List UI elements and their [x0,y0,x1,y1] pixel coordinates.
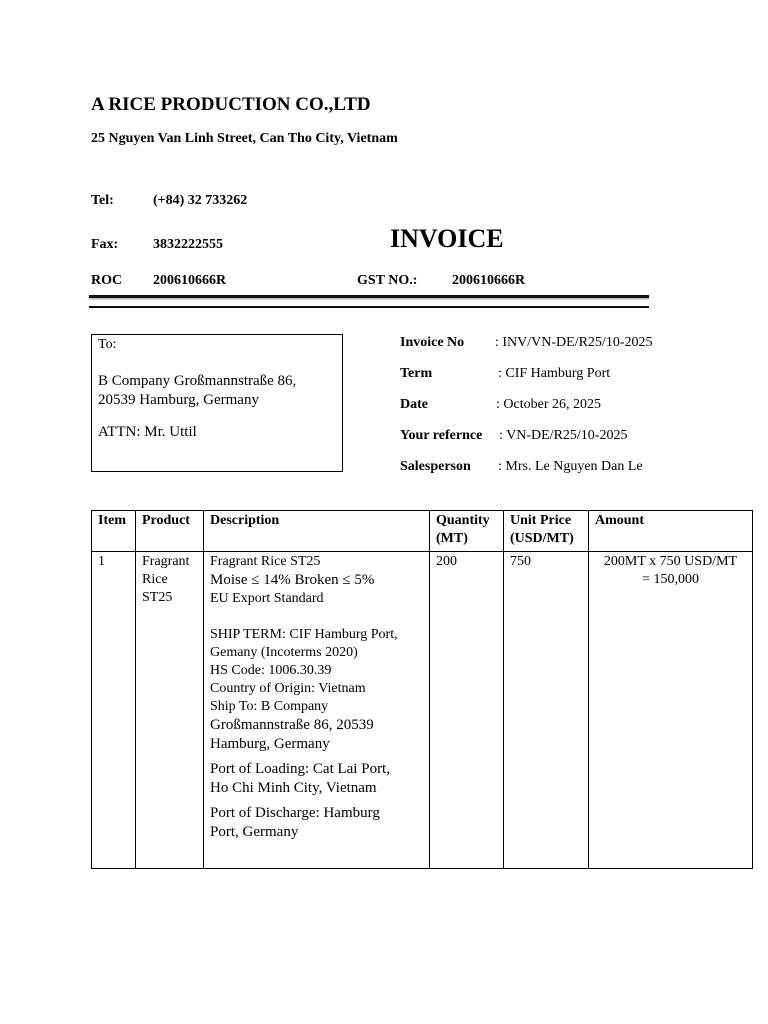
term-label: Term [400,366,433,381]
tel-value: (+84) 32 733262 [153,193,248,208]
recipient-address-line2: 20539 Hamburg, Germany [98,392,259,408]
salesperson-label: Salesperson [400,459,471,474]
to-label: To: [98,337,117,352]
reference-label: Your refernce [400,428,483,443]
cell-product: Fragrant Rice ST25 [136,552,204,869]
header-quantity: Quantity (MT) [430,511,504,552]
cell-amount: 200MT x 750 USD/MT = 150,000 [589,552,753,869]
cell-item: 1 [92,552,136,869]
invoice-title: INVOICE [390,224,504,253]
recipient-address-line1: B Company Großmannstraße 86, [98,373,297,389]
cell-description: Fragrant Rice ST25 Moise ≤ 14% Broken ≤ 5% EU Export Standard SHIP TERM: CIF Hamburg Port, Gemany (Incoterms 2020) HS Code: 1006.30.39 Country of Origin: Vietnam Ship To: B Company Großmannstraße 86, 20539 Hamburg, Germany Port of Loading: Cat Lai Port, Ho Chi Minh City, Vietnam Port of Discharge: Hamburg Port, Germany [204,552,430,869]
invoice-no-value: : INV/VN-DE/R25/10-2025 [495,335,653,350]
header-item: Item [92,511,136,552]
table-row [92,552,753,869]
date-value: : October 26, 2025 [496,397,601,412]
roc-value: 200610666R [153,273,227,288]
header-unit-price: Unit Price (USD/MT) [504,511,589,552]
reference-value: : VN-DE/R25/10-2025 [499,428,628,443]
date-label: Date [400,397,428,412]
recipient-attn: ATTN: Mr. Uttil [98,424,197,440]
term-value: : CIF Hamburg Port [498,366,611,381]
header-amount: Amount [589,511,753,552]
recipient-box [91,334,343,472]
items-table [91,510,753,869]
salesperson-value: : Mrs. Le Nguyen Dan Le [498,459,643,474]
company-name: A RICE PRODUCTION CO.,LTD [91,94,371,115]
header-product: Product [136,511,204,552]
header-description: Description [204,511,430,552]
gst-label: GST NO.: [357,273,418,288]
roc-label: ROC [91,273,123,288]
header-divider-thick [89,295,649,298]
cell-unit-price: 750 [504,552,589,869]
fax-label: Fax: [91,237,119,252]
table-header-row [92,511,753,552]
company-address: 25 Nguyen Van Linh Street, Can Tho City, Vietnam [91,131,398,146]
header-divider-thin [89,306,649,308]
invoice-no-label: Invoice No [400,335,465,350]
cell-quantity: 200 [430,552,504,869]
fax-value: 3832222555 [153,237,223,252]
gst-value: 200610666R [452,273,526,288]
tel-label: Tel: [91,193,114,208]
